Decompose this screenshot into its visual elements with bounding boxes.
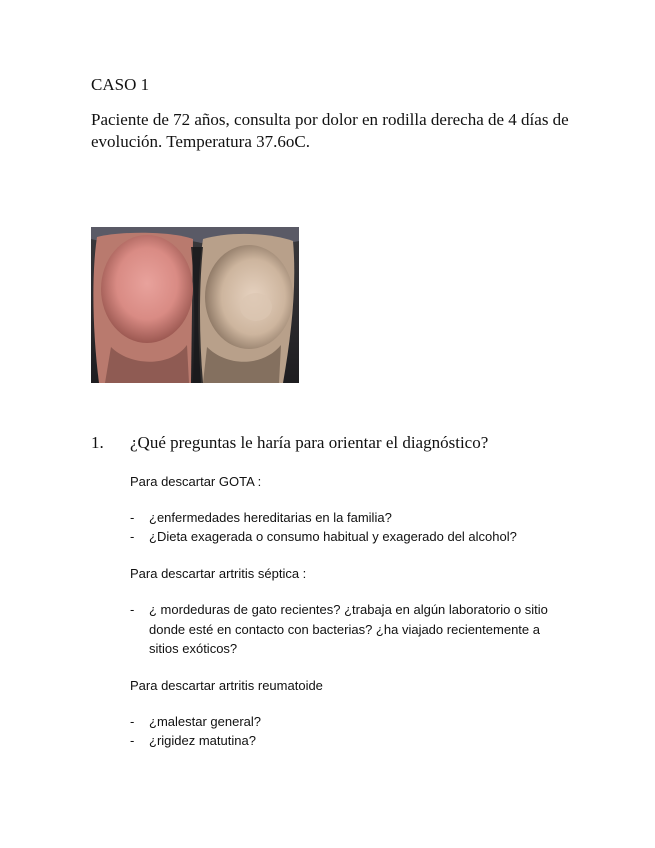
- question-number: 1.: [91, 433, 104, 452]
- knee-photo: [91, 227, 299, 383]
- list-item: ¿rigidez matutina?: [149, 733, 256, 748]
- section-heading-artritis-reumatoide: Para descartar artritis reumatoide: [130, 678, 323, 693]
- list-item-line: donde esté en contacto con bacterias? ¿ha viajado recientemente a: [149, 622, 540, 637]
- list-item-line: sitios exóticos?: [149, 641, 238, 656]
- section-heading-artritis-septica: Para descartar artritis séptica :: [130, 566, 307, 581]
- bullet-dash: -: [130, 714, 135, 729]
- case-description: Paciente de 72 años, consulta por dolor en rodilla derecha de 4 días de evolución. Temperatura 37.6oC.: [91, 110, 569, 151]
- list-item-line: ¿ mordeduras de gato recientes? ¿trabaja en algún laboratorio o sitio: [149, 602, 548, 617]
- bullet-dash: -: [130, 510, 135, 525]
- case-title: CASO 1: [91, 75, 150, 94]
- bullet-dash: -: [130, 733, 135, 748]
- question-text: ¿Qué preguntas le haría para orientar el diagnóstico?: [130, 433, 489, 452]
- list-item: ¿Dieta exagerada o consumo habitual y exagerado del alcohol?: [149, 529, 517, 544]
- bullet-dash: -: [130, 529, 135, 544]
- section-heading-gota: Para descartar GOTA :: [130, 474, 262, 489]
- list-item: ¿enfermedades hereditarias en la familia?: [149, 510, 392, 525]
- bullet-dash: -: [130, 602, 135, 617]
- list-item: ¿malestar general?: [149, 714, 261, 729]
